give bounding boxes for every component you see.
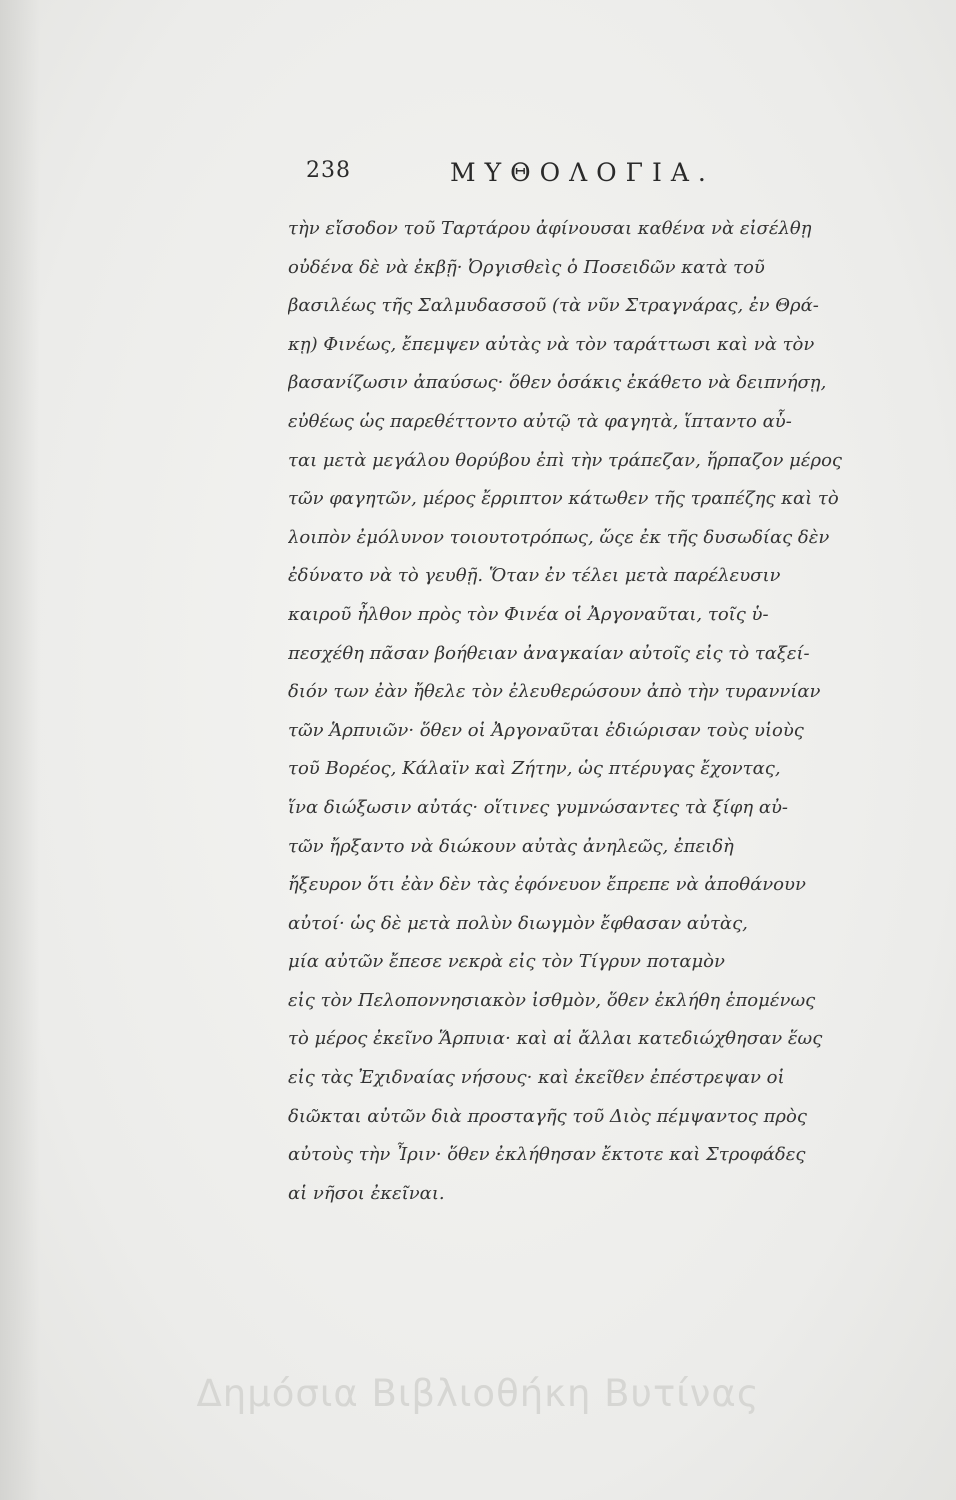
text-line: αὐτοί· ὡς δὲ μετὰ πολὺν διωγμὸν ἔφθασαν αὐτὰς,	[288, 912, 748, 934]
page-gutter-shadow	[0, 0, 40, 1500]
text-line: τῶν φαγητῶν, μέρος ἔρριπτον κάτωθεν τῆς τραπέζης καὶ τὸ	[288, 488, 839, 510]
text-line: πεσχέθη πᾶσαν βοήθειαν ἀναγκαίαν αὐτοῖς εἰς τὸ ταξεί-	[288, 642, 810, 664]
library-watermark: Δημόσια Βιβλιοθήκη Βυτίνας	[196, 1372, 760, 1415]
text-line: λοιπὸν ἐμόλυνον τοιουτοτρόπως, ὥςε ἐκ τῆς δυσωδίας δὲν	[288, 526, 830, 548]
text-line: ἐδύνατο νὰ τὸ γευθῇ. Ὅταν ἐν τέλει μετὰ παρέλευσιν	[288, 565, 781, 587]
text-line: κῃ) Φινέως, ἔπεμψεν αὐτὰς νὰ τὸν ταράττωσι καὶ νὰ τὸν	[288, 333, 815, 355]
text-line: διόν των ἐὰν ἤθελε τὸν ἐλευθερώσουν ἀπὸ τὴν τυραννίαν	[288, 681, 821, 703]
text-line: τοῦ Βορέος, Κάλαϊν καὶ Ζήτην, ὡς πτέρυγας ἔχοντας,	[288, 758, 781, 780]
text-line: τῶν Ἁρπυιῶν· ὅθεν οἱ Ἀργοναῦται ἐδιώρισαν τοὺς υἱοὺς	[288, 719, 804, 741]
text-line: τὴν εἴσοδον τοῦ Ταρτάρου ἀφίνουσαι καθένα νὰ εἰσέλθῃ	[288, 218, 812, 239]
text-line: ται μετὰ μεγάλου θορύβου ἐπὶ τὴν τράπεζαν, ἥρπαζον μέρος	[288, 449, 842, 471]
text-line: οὐδένα δὲ νὰ ἐκβῇ· Ὀργισθεὶς ὁ Ποσειδῶν κατὰ τοῦ	[288, 256, 765, 278]
text-line: αἱ νῆσοι ἐκεῖναι.	[288, 1182, 445, 1204]
text-line: εἰς τὰς Ἐχιδναίας νήσους· καὶ ἐκεῖθεν ἐπέστρεψαν οἱ	[288, 1067, 785, 1089]
text-line: τῶν ἤρξαντο νὰ διώκουν αὐτὰς ἀνηλεῶς, ἐπειδὴ	[288, 835, 734, 857]
text-line: εὐθέως ὡς παρεθέττοντο αὐτῷ τὰ φαγητὰ, ἵπταντο αὗ-	[288, 410, 792, 432]
text-line: καιροῦ ἦλθον πρὸς τὸν Φινέα οἱ Ἀργοναῦται, τοῖς ὑ-	[288, 603, 769, 625]
running-head: ΜΥΘΟΛΟΓΙΑ.	[450, 158, 715, 187]
body-text	[288, 210, 908, 1213]
text-line: ἤξευρον ὅτι ἐὰν δὲν τὰς ἐφόνευον ἔπρεπε νὰ ἀποθάνουν	[288, 874, 806, 896]
page-header	[300, 158, 780, 198]
text-line: βασανίζωσιν ἀπαύσως· ὅθεν ὁσάκις ἐκάθετο νὰ δειπνήσῃ,	[288, 372, 827, 394]
text-line: διῶκται αὐτῶν διὰ προσταγῆς τοῦ Διὸς πέμψαντος πρὸς	[288, 1105, 807, 1127]
text-line: ἵνα διώξωσιν αὐτάς· οἵτινες γυμνώσαντες τὰ ξίφη αὐ-	[288, 796, 789, 818]
text-line: μία αὐτῶν ἔπεσε νεκρὰ εἰς τὸν Τίγρυν ποταμὸν	[288, 951, 725, 973]
text-line: αὐτοὺς τὴν Ἶριν· ὅθεν ἐκλήθησαν ἔκτοτε καὶ Στροφάδες	[288, 1144, 806, 1166]
text-line: εἰς τὸν Πελοποννησιακὸν ἰσθμὸν, ὅθεν ἐκλήθη ἑπομένως	[288, 989, 816, 1011]
text-line: βασιλέως τῆς Σαλμυδασσοῦ (τὰ νῦν Στραγνάρας, ἐν Θρά-	[288, 295, 819, 317]
page-number: 238	[306, 158, 351, 183]
text-line: τὸ μέρος ἐκεῖνο Ἅρπυια· καὶ αἱ ἄλλαι κατεδιώχθησαν ἕως	[288, 1028, 823, 1050]
